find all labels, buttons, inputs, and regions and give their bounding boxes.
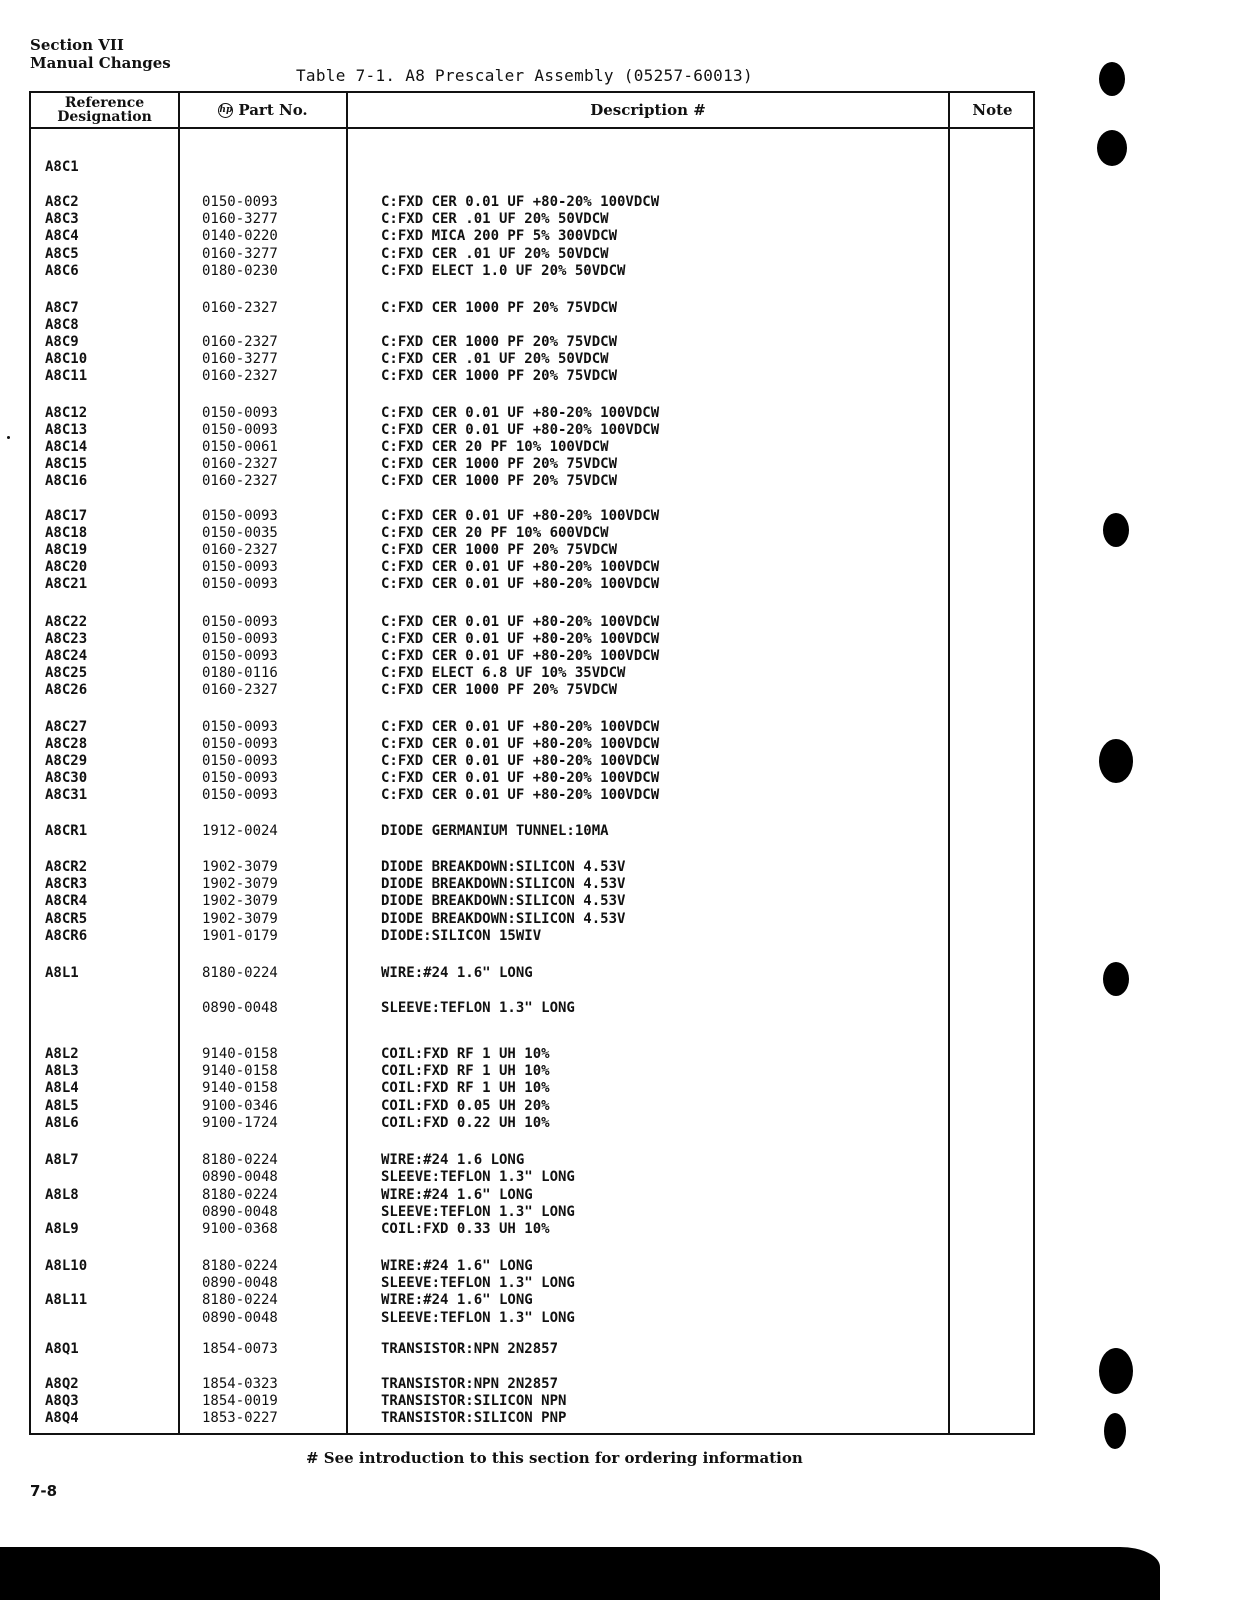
part-number-cell: 0160-2327 xyxy=(202,542,278,558)
description-cell: C:FXD CER 20 PF 10% 600VDCW xyxy=(381,525,609,541)
table-row xyxy=(31,1186,1033,1204)
description-cell: WIRE:#24 1.6" LONG xyxy=(381,1187,533,1203)
ref-designation-cell: A8CR6 xyxy=(45,928,88,944)
part-number-cell: 1902-3079 xyxy=(202,893,278,909)
binder-hole-icon xyxy=(1104,1413,1126,1449)
footnote: # See introduction to this section for ordering information xyxy=(306,1449,803,1467)
header-ref-line1: Reference xyxy=(64,95,145,111)
description-cell: SLEEVE:TEFLON 1.3" LONG xyxy=(381,1310,575,1326)
part-number-cell: 0160-2327 xyxy=(202,300,278,316)
part-number-cell: 8180-0224 xyxy=(202,1292,278,1308)
ref-designation-cell: A8C8 xyxy=(45,317,79,333)
ref-designation-cell: A8Q1 xyxy=(45,1341,79,1357)
description-cell: C:FXD CER 1000 PF 20% 75VDCW xyxy=(381,334,618,350)
header-ref-line2: Designation xyxy=(57,109,152,125)
table-row xyxy=(31,541,1033,559)
table-row xyxy=(31,316,1033,334)
table-row xyxy=(31,1097,1033,1115)
description-cell: DIODE BREAKDOWN:SILICON 4.53V xyxy=(381,859,626,875)
description-cell: DIODE:SILICON 15WIV xyxy=(381,928,542,944)
description-cell: C:FXD CER 0.01 UF +80-20% 100VDCW xyxy=(381,194,660,210)
table-row xyxy=(31,630,1033,648)
ref-designation-cell: A8CR4 xyxy=(45,893,88,909)
ref-designation-cell: A8C16 xyxy=(45,473,88,489)
table-row xyxy=(31,193,1033,211)
description-cell: C:FXD CER 0.01 UF +80-20% 100VDCW xyxy=(381,559,660,575)
ref-designation-cell: A8C14 xyxy=(45,439,88,455)
ref-designation-cell: A8L8 xyxy=(45,1187,79,1203)
ref-designation-cell: A8L1 xyxy=(45,965,79,981)
header-reference-designation xyxy=(31,93,178,127)
description-cell: SLEEVE:TEFLON 1.3" LONG xyxy=(381,1204,575,1220)
table-row xyxy=(31,299,1033,317)
header-description: Description # xyxy=(590,101,706,119)
table-row xyxy=(31,455,1033,473)
description-cell: SLEEVE:TEFLON 1.3" LONG xyxy=(381,1169,575,1185)
description-cell: C:FXD CER 0.01 UF +80-20% 100VDCW xyxy=(381,719,660,735)
part-number-cell: 1912-0024 xyxy=(202,823,278,839)
part-number-cell: 1902-3079 xyxy=(202,859,278,875)
part-number-cell: 0160-2327 xyxy=(202,682,278,698)
part-number-cell: 8180-0224 xyxy=(202,1187,278,1203)
table-row xyxy=(31,664,1033,682)
table-row xyxy=(31,875,1033,893)
ref-designation-cell: A8L11 xyxy=(45,1292,88,1308)
part-number-cell: 8180-0224 xyxy=(202,1258,278,1274)
table-row xyxy=(31,1168,1033,1186)
part-number-cell: 0150-0093 xyxy=(202,559,278,575)
table-row xyxy=(31,647,1033,665)
table-row xyxy=(31,227,1033,245)
part-number-cell: 0150-0093 xyxy=(202,508,278,524)
ref-designation-cell: A8Q3 xyxy=(45,1393,79,1409)
header-note: Note xyxy=(972,101,1013,119)
part-number-cell: 0160-2327 xyxy=(202,473,278,489)
table-row xyxy=(31,507,1033,525)
part-number-cell: 0890-0048 xyxy=(202,1000,278,1016)
description-cell: C:FXD CER 1000 PF 20% 75VDCW xyxy=(381,542,618,558)
margin-mark xyxy=(7,436,10,439)
ref-designation-cell: A8C23 xyxy=(45,631,88,647)
table-row xyxy=(31,1062,1033,1080)
ref-designation-cell: A8C19 xyxy=(45,542,88,558)
ref-designation-cell: A8C3 xyxy=(45,211,79,227)
table-row xyxy=(31,1340,1033,1358)
table-row xyxy=(31,421,1033,439)
table-row xyxy=(31,858,1033,876)
ref-designation-cell: A8C7 xyxy=(45,300,79,316)
description-cell: C:FXD CER 0.01 UF +80-20% 100VDCW xyxy=(381,576,660,592)
ref-designation-cell: A8C27 xyxy=(45,719,88,735)
part-number-cell: 1854-0019 xyxy=(202,1393,278,1409)
part-number-cell: 0150-0093 xyxy=(202,631,278,647)
part-number-cell: 0150-0093 xyxy=(202,614,278,630)
part-number-cell: 0150-0093 xyxy=(202,719,278,735)
part-number-cell: 0140-0220 xyxy=(202,228,278,244)
description-cell: TRANSISTOR:NPN 2N2857 xyxy=(381,1341,559,1357)
ref-designation-cell: A8L7 xyxy=(45,1152,79,1168)
description-cell: C:FXD CER 20 PF 10% 100VDCW xyxy=(381,439,609,455)
part-number-cell: 1853-0227 xyxy=(202,1410,278,1426)
ref-designation-cell: A8L3 xyxy=(45,1063,79,1079)
description-cell: COIL:FXD 0.22 UH 10% xyxy=(381,1115,550,1131)
ref-designation-cell: A8C4 xyxy=(45,228,79,244)
description-cell: C:FXD CER 0.01 UF +80-20% 100VDCW xyxy=(381,787,660,803)
table-row xyxy=(31,558,1033,576)
ref-designation-cell: A8Q4 xyxy=(45,1410,79,1426)
description-cell: C:FXD CER 0.01 UF +80-20% 100VDCW xyxy=(381,648,660,664)
parts-table xyxy=(29,91,1035,1435)
table-row xyxy=(31,1274,1033,1292)
ref-designation-cell: A8C30 xyxy=(45,770,88,786)
description-cell: C:FXD CER .01 UF 20% 50VDCW xyxy=(381,211,609,227)
table-body xyxy=(31,129,1033,1433)
table-row xyxy=(31,910,1033,928)
table-row xyxy=(31,769,1033,787)
ref-designation-cell: A8C26 xyxy=(45,682,88,698)
table-row xyxy=(31,735,1033,753)
part-number-cell: 0160-2327 xyxy=(202,334,278,350)
header-part-label: Part No. xyxy=(238,101,308,119)
description-cell: C:FXD CER 0.01 UF +80-20% 100VDCW xyxy=(381,508,660,524)
ref-designation-cell: A8C13 xyxy=(45,422,88,438)
description-cell: C:FXD CER 1000 PF 20% 75VDCW xyxy=(381,682,618,698)
ref-designation-cell: A8CR5 xyxy=(45,911,88,927)
binder-hole-icon xyxy=(1099,62,1125,96)
ref-designation-cell: A8C24 xyxy=(45,648,88,664)
table-row xyxy=(31,1203,1033,1221)
table-row xyxy=(31,1392,1033,1410)
part-number-cell: 0890-0048 xyxy=(202,1204,278,1220)
ref-designation-cell: A8C28 xyxy=(45,736,88,752)
ref-designation-cell: A8C20 xyxy=(45,559,88,575)
part-number-cell: 0160-3277 xyxy=(202,246,278,262)
part-number-cell: 9100-0368 xyxy=(202,1221,278,1237)
table-header-row xyxy=(31,93,1033,129)
section-header xyxy=(30,36,171,72)
description-cell: WIRE:#24 1.6" LONG xyxy=(381,965,533,981)
part-number-cell: 9140-0158 xyxy=(202,1063,278,1079)
description-cell: C:FXD MICA 200 PF 5% 300VDCW xyxy=(381,228,618,244)
ref-designation-cell: A8C12 xyxy=(45,405,88,421)
part-number-cell: 0150-0093 xyxy=(202,736,278,752)
description-cell: DIODE BREAKDOWN:SILICON 4.53V xyxy=(381,893,626,909)
part-number-cell: 9100-0346 xyxy=(202,1098,278,1114)
table-row xyxy=(31,786,1033,804)
table-row xyxy=(31,210,1033,228)
ref-designation-cell: A8C22 xyxy=(45,614,88,630)
description-cell: C:FXD CER 1000 PF 20% 75VDCW xyxy=(381,473,618,489)
description-cell: C:FXD CER 0.01 UF +80-20% 100VDCW xyxy=(381,631,660,647)
part-number-cell: 9140-0158 xyxy=(202,1080,278,1096)
ref-designation-cell: A8L9 xyxy=(45,1221,79,1237)
description-cell: WIRE:#24 1.6" LONG xyxy=(381,1292,533,1308)
table-row xyxy=(31,892,1033,910)
description-cell: DIODE BREAKDOWN:SILICON 4.53V xyxy=(381,876,626,892)
ref-designation-cell: A8C1 xyxy=(45,159,79,175)
description-cell: COIL:FXD 0.05 UH 20% xyxy=(381,1098,550,1114)
table-row xyxy=(31,1079,1033,1097)
ref-designation-cell: A8CR1 xyxy=(45,823,88,839)
table-row xyxy=(31,1151,1033,1169)
description-cell: C:FXD CER .01 UF 20% 50VDCW xyxy=(381,351,609,367)
table-row xyxy=(31,245,1033,263)
part-number-cell: 0150-0093 xyxy=(202,576,278,592)
table-row xyxy=(31,575,1033,593)
table-row xyxy=(31,964,1033,982)
description-cell: C:FXD CER 0.01 UF +80-20% 100VDCW xyxy=(381,614,660,630)
ref-designation-cell: A8C6 xyxy=(45,263,79,279)
description-cell: C:FXD ELECT 6.8 UF 10% 35VDCW xyxy=(381,665,626,681)
part-number-cell: 0150-0061 xyxy=(202,439,278,455)
hp-logo-icon: hp xyxy=(218,103,233,118)
ref-designation-cell: A8C5 xyxy=(45,246,79,262)
table-row xyxy=(31,1220,1033,1238)
part-number-cell: 0150-0093 xyxy=(202,422,278,438)
table-title: Table 7-1. A8 Prescaler Assembly (05257-60013) xyxy=(296,66,753,85)
binder-hole-icon xyxy=(1103,513,1129,547)
scan-edge-bar xyxy=(0,1547,1160,1600)
ref-designation-cell: A8C10 xyxy=(45,351,88,367)
ref-designation-cell: A8C2 xyxy=(45,194,79,210)
table-row xyxy=(31,1045,1033,1063)
description-cell: C:FXD CER 0.01 UF +80-20% 100VDCW xyxy=(381,736,660,752)
table-row xyxy=(31,350,1033,368)
part-number-cell: 0160-3277 xyxy=(202,211,278,227)
ref-designation-cell: A8L10 xyxy=(45,1258,88,1274)
part-number-cell: 0150-0093 xyxy=(202,753,278,769)
description-cell: C:FXD ELECT 1.0 UF 20% 50VDCW xyxy=(381,263,626,279)
table-row xyxy=(31,1257,1033,1275)
part-number-cell: 1902-3079 xyxy=(202,876,278,892)
ref-designation-cell: A8L4 xyxy=(45,1080,79,1096)
ref-designation-cell: A8L2 xyxy=(45,1046,79,1062)
header-part-no xyxy=(180,93,346,127)
part-number-cell: 0180-0230 xyxy=(202,263,278,279)
part-number-cell: 8180-0224 xyxy=(202,1152,278,1168)
ref-designation-cell: A8CR2 xyxy=(45,859,88,875)
part-number-cell: 1902-3079 xyxy=(202,911,278,927)
table-row xyxy=(31,333,1033,351)
part-number-cell: 0160-2327 xyxy=(202,368,278,384)
ref-designation-cell: A8Q2 xyxy=(45,1376,79,1392)
binder-hole-icon xyxy=(1099,1348,1133,1394)
part-number-cell: 0160-3277 xyxy=(202,351,278,367)
table-row xyxy=(31,681,1033,699)
table-row xyxy=(31,524,1033,542)
description-cell: WIRE:#24 1.6 LONG xyxy=(381,1152,525,1168)
ref-designation-cell: A8CR3 xyxy=(45,876,88,892)
binder-hole-icon xyxy=(1097,130,1127,166)
table-row xyxy=(31,927,1033,945)
table-row xyxy=(31,1309,1033,1327)
section-label: Section VII xyxy=(30,36,124,54)
ref-designation-cell: A8C25 xyxy=(45,665,88,681)
description-cell: COIL:FXD 0.33 UH 10% xyxy=(381,1221,550,1237)
part-number-cell: 0180-0116 xyxy=(202,665,278,681)
part-number-cell: 1854-0073 xyxy=(202,1341,278,1357)
part-number-cell: 9100-1724 xyxy=(202,1115,278,1131)
part-number-cell: 0150-0035 xyxy=(202,525,278,541)
part-number-cell: 0890-0048 xyxy=(202,1169,278,1185)
table-row xyxy=(31,1409,1033,1427)
ref-designation-cell: A8C11 xyxy=(45,368,88,384)
table-row xyxy=(31,367,1033,385)
ref-designation-cell: A8C9 xyxy=(45,334,79,350)
part-number-cell: 0890-0048 xyxy=(202,1310,278,1326)
part-number-cell: 1901-0179 xyxy=(202,928,278,944)
description-cell: WIRE:#24 1.6" LONG xyxy=(381,1258,533,1274)
part-number-cell: 0890-0048 xyxy=(202,1275,278,1291)
description-cell: SLEEVE:TEFLON 1.3" LONG xyxy=(381,1000,575,1016)
table-row xyxy=(31,404,1033,422)
ref-designation-cell: A8L5 xyxy=(45,1098,79,1114)
description-cell: COIL:FXD RF 1 UH 10% xyxy=(381,1080,550,1096)
description-cell: C:FXD CER 1000 PF 20% 75VDCW xyxy=(381,368,618,384)
description-cell: C:FXD CER .01 UF 20% 50VDCW xyxy=(381,246,609,262)
description-cell: DIODE GERMANIUM TUNNEL:10MA xyxy=(381,823,609,839)
description-cell: COIL:FXD RF 1 UH 10% xyxy=(381,1063,550,1079)
description-cell: SLEEVE:TEFLON 1.3" LONG xyxy=(381,1275,575,1291)
ref-designation-cell: A8C15 xyxy=(45,456,88,472)
subsection-label: Manual Changes xyxy=(30,54,171,72)
description-cell: C:FXD CER 1000 PF 20% 75VDCW xyxy=(381,456,618,472)
description-cell: C:FXD CER 0.01 UF +80-20% 100VDCW xyxy=(381,753,660,769)
ref-designation-cell: A8L6 xyxy=(45,1115,79,1131)
description-cell: TRANSISTOR:NPN 2N2857 xyxy=(381,1376,559,1392)
table-row xyxy=(31,752,1033,770)
part-number-cell: 1854-0323 xyxy=(202,1376,278,1392)
table-row xyxy=(31,438,1033,456)
description-cell: TRANSISTOR:SILICON PNP xyxy=(381,1410,567,1426)
table-row xyxy=(31,1375,1033,1393)
table-row xyxy=(31,158,1033,176)
table-row xyxy=(31,822,1033,840)
table-row xyxy=(31,1114,1033,1132)
binder-hole-icon xyxy=(1099,739,1133,783)
table-row xyxy=(31,613,1033,631)
description-cell: COIL:FXD RF 1 UH 10% xyxy=(381,1046,550,1062)
table-row xyxy=(31,1291,1033,1309)
binder-hole-icon xyxy=(1103,962,1129,996)
description-cell: C:FXD CER 1000 PF 20% 75VDCW xyxy=(381,300,618,316)
description-cell: C:FXD CER 0.01 UF +80-20% 100VDCW xyxy=(381,422,660,438)
table-row xyxy=(31,999,1033,1017)
part-number-cell: 0150-0093 xyxy=(202,194,278,210)
part-number-cell: 0160-2327 xyxy=(202,456,278,472)
part-number-cell: 0150-0093 xyxy=(202,405,278,421)
description-cell: DIODE BREAKDOWN:SILICON 4.53V xyxy=(381,911,626,927)
ref-designation-cell: A8C29 xyxy=(45,753,88,769)
table-row xyxy=(31,262,1033,280)
ref-designation-cell: A8C21 xyxy=(45,576,88,592)
page-number: 7-8 xyxy=(30,1482,58,1500)
ref-designation-cell: A8C18 xyxy=(45,525,88,541)
ref-designation-cell: A8C31 xyxy=(45,787,88,803)
table-row xyxy=(31,718,1033,736)
description-cell: TRANSISTOR:SILICON NPN xyxy=(381,1393,567,1409)
table-row xyxy=(31,472,1033,490)
part-number-cell: 0150-0093 xyxy=(202,770,278,786)
description-cell: C:FXD CER 0.01 UF +80-20% 100VDCW xyxy=(381,405,660,421)
ref-designation-cell: A8C17 xyxy=(45,508,88,524)
part-number-cell: 0150-0093 xyxy=(202,787,278,803)
part-number-cell: 0150-0093 xyxy=(202,648,278,664)
description-cell: C:FXD CER 0.01 UF +80-20% 100VDCW xyxy=(381,770,660,786)
part-number-cell: 8180-0224 xyxy=(202,965,278,981)
part-number-cell: 9140-0158 xyxy=(202,1046,278,1062)
